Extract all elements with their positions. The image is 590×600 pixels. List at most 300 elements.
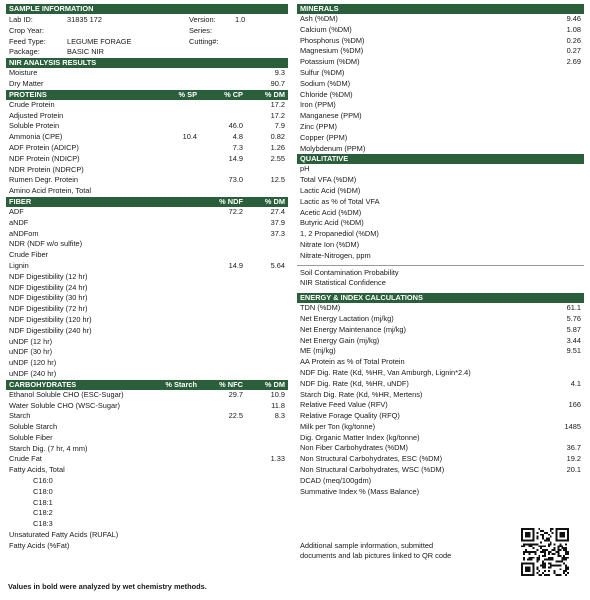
left-column xyxy=(6,4,288,552)
row-value-dm xyxy=(243,465,285,476)
row-value-value: 166 xyxy=(568,400,581,410)
row-value-ndf xyxy=(193,272,243,283)
row-label: ADF Protein (ADICP) xyxy=(9,142,79,152)
row-label: Acetic Acid (%DM) xyxy=(300,207,362,217)
row-label: Net Energy Gain (mj/kg) xyxy=(300,335,380,345)
row-value-dm: 37.3 xyxy=(270,228,285,238)
row-value-sp xyxy=(151,111,197,122)
table-row xyxy=(297,411,584,422)
row-value-value xyxy=(541,278,581,289)
table-row xyxy=(297,400,584,411)
row-value-ndf xyxy=(193,293,243,304)
table-row xyxy=(6,186,288,197)
row-label: 1, 2 Propanediol (%DM) xyxy=(300,229,379,239)
footer-note: Values in bold were analyzed by wet chemistry methods. xyxy=(8,582,207,591)
row-label: Ash (%DM) xyxy=(300,14,338,23)
row-value-dm xyxy=(243,347,285,358)
row-label: Nitrate-Nitrogen, ppm xyxy=(300,250,371,260)
row-value-value xyxy=(541,476,581,487)
row-value-starch xyxy=(149,401,197,412)
row-value-cp: 14.9 xyxy=(228,153,243,163)
row-value-ndf xyxy=(193,347,243,358)
row-value-dm xyxy=(243,272,285,283)
table-row xyxy=(6,401,288,412)
row-label: Net Energy Lactation (mj/kg) xyxy=(300,313,394,323)
row-value-value: 19.2 xyxy=(566,454,581,464)
row-value-value xyxy=(541,79,581,90)
row-value-value xyxy=(541,133,581,144)
row-value-value xyxy=(541,122,581,133)
qr-code-icon[interactable] xyxy=(521,528,569,576)
table-row xyxy=(6,444,288,455)
row-label: Manganese (PPM) xyxy=(300,111,362,121)
row-label: Sodium (%DM) xyxy=(300,78,351,88)
row-value-value: 1485 xyxy=(564,421,581,431)
row-value-value xyxy=(541,111,581,122)
table-row xyxy=(297,164,584,175)
table-row xyxy=(6,239,288,250)
row-value-sp xyxy=(151,100,197,111)
row-value-value: 0.26 xyxy=(566,35,581,45)
lab-id: 31835 172 xyxy=(67,15,102,24)
row-label: Summative Index % (Mass Balance) xyxy=(300,486,420,496)
row-value-dm: 27.4 xyxy=(270,206,285,216)
table-row xyxy=(297,268,584,279)
row-label: NDF Dig. Rate (Kd, %HR, Van Amburgh, Lignin*2.4) xyxy=(300,367,471,377)
row-value-nfc xyxy=(197,401,243,412)
row-value-value xyxy=(541,240,581,251)
table-row xyxy=(6,358,288,369)
row-label: uNDF (120 hr) xyxy=(9,358,57,368)
table-row xyxy=(297,422,584,433)
row-label: ME (mj/kg) xyxy=(300,346,336,356)
table-row xyxy=(6,68,288,79)
table-row xyxy=(297,25,584,36)
row-value-dm xyxy=(243,165,285,176)
row-value-nfc xyxy=(197,487,243,498)
row-label: NDF Digestibility (120 hr) xyxy=(9,314,92,324)
nir-results-header: NIR ANALYSIS RESULTS xyxy=(6,58,288,68)
row-label: Lactic Acid (%DM) xyxy=(300,185,361,195)
row-value-nfc xyxy=(197,454,243,465)
table-row xyxy=(297,175,584,186)
row-label: Relative Feed Value (RFV) xyxy=(300,400,388,410)
row-value-dm xyxy=(243,530,285,541)
qualitative-table xyxy=(297,164,584,261)
row-label: Nitrate Ion (%DM) xyxy=(300,239,360,249)
table-row xyxy=(297,314,584,325)
table-row xyxy=(6,337,288,348)
table-row xyxy=(297,57,584,68)
right-column xyxy=(297,4,584,497)
table-row xyxy=(297,229,584,240)
table-row xyxy=(297,197,584,208)
table-row xyxy=(6,111,288,122)
row-value-value xyxy=(541,487,581,498)
row-label: Non Structural Carbohydrates, WSC (%DM) xyxy=(300,465,445,475)
row-label: Ammonia (CPE) xyxy=(9,132,63,142)
row-value-value: 5.87 xyxy=(566,324,581,334)
table-row xyxy=(297,379,584,390)
table-row xyxy=(297,433,584,444)
row-value-ndf xyxy=(193,239,243,250)
row-value-ndf xyxy=(193,304,243,315)
row-value-value xyxy=(541,186,581,197)
table-row xyxy=(6,530,288,541)
table-row xyxy=(6,476,288,487)
row-value-value xyxy=(541,433,581,444)
table-row xyxy=(297,79,584,90)
table-row xyxy=(297,240,584,251)
row-value-ndf xyxy=(193,326,243,337)
row-label: Crude Protein xyxy=(9,99,55,109)
row-value-starch xyxy=(149,530,197,541)
row-value-dm xyxy=(243,239,285,250)
row-value-ndf xyxy=(193,218,243,229)
row-value-dm: 1.33 xyxy=(270,454,285,464)
row-value-value: 9.46 xyxy=(566,14,581,23)
row-value-starch xyxy=(149,487,197,498)
row-label: Crude Fiber xyxy=(9,250,49,260)
row-label: NDF Protein (NDICP) xyxy=(9,153,80,163)
row-label: Net Energy Maintenance (mj/kg) xyxy=(300,324,406,334)
table-row xyxy=(297,303,584,314)
row-value-value xyxy=(541,164,581,175)
feed-type: LEGUME FORAGE xyxy=(67,36,132,46)
row-value-dm xyxy=(243,250,285,261)
row-label: Non Structural Carbohydrates, ESC (%DM) xyxy=(300,454,443,464)
row-value-dm: 17.2 xyxy=(270,110,285,120)
energy-header: ENERGY & INDEX CALCULATIONS xyxy=(297,293,584,303)
table-row xyxy=(297,144,584,155)
row-label: DCAD (meq/100gdm) xyxy=(300,475,372,485)
row-value-value: 4.1 xyxy=(570,378,581,388)
table-row xyxy=(297,336,584,347)
row-value-dm xyxy=(243,508,285,519)
table-row xyxy=(6,121,288,132)
table-row xyxy=(297,390,584,401)
table-row xyxy=(297,251,584,262)
row-label: Non Fiber Carbohydrates (%DM) xyxy=(300,443,409,453)
row-label: Soluble Starch xyxy=(9,422,58,432)
row-value-starch xyxy=(149,508,197,519)
row-value-dm xyxy=(243,433,285,444)
row-value-value: 36.7 xyxy=(566,443,581,453)
row-value-value: 1.08 xyxy=(566,24,581,34)
row-value-value: 2.69 xyxy=(566,57,581,67)
row-value-value: 61.1 xyxy=(566,303,581,313)
table-row xyxy=(6,250,288,261)
row-value-starch xyxy=(149,422,197,433)
row-label: Total VFA (%DM) xyxy=(300,175,357,185)
row-label: NDF Digestibility (240 hr) xyxy=(9,325,92,335)
table-row xyxy=(6,498,288,509)
row-label: Amino Acid Protein, Total xyxy=(9,186,92,196)
table-row xyxy=(6,454,288,465)
table-row xyxy=(6,369,288,380)
table-row xyxy=(297,208,584,219)
table-row xyxy=(297,443,584,454)
qualitative-extra xyxy=(297,268,584,290)
table-row xyxy=(6,207,288,218)
row-value-value xyxy=(541,357,581,368)
row-label: Copper (PPM) xyxy=(300,132,348,142)
row-value-value xyxy=(541,208,581,219)
table-row xyxy=(297,14,584,25)
table-row xyxy=(297,487,584,498)
row-value-value: 90.7 xyxy=(270,78,285,88)
row-value-ndf xyxy=(193,250,243,261)
row-label: Starch xyxy=(9,411,31,421)
row-value-value xyxy=(541,411,581,422)
row-label: NDR Protein (NDRCP) xyxy=(9,164,84,174)
row-label: Adjusted Protein xyxy=(9,110,64,120)
row-value-dm xyxy=(243,293,285,304)
row-value-dm: 10.9 xyxy=(270,389,285,399)
table-row xyxy=(297,36,584,47)
row-label: Calcium (%DM) xyxy=(300,24,352,34)
row-label: TDN (%DM) xyxy=(300,303,341,313)
row-value-cp xyxy=(197,111,243,122)
row-value-value: 9.3 xyxy=(274,68,285,78)
table-row xyxy=(6,519,288,530)
row-value-dm xyxy=(243,326,285,337)
row-value-value xyxy=(541,144,581,155)
row-value-ndf: 14.9 xyxy=(228,260,243,270)
table-row xyxy=(297,368,584,379)
row-label: NDF Digestibility (12 hr) xyxy=(9,271,88,281)
table-row xyxy=(297,357,584,368)
row-label: NDR (NDF w/o sulfite) xyxy=(9,239,83,249)
row-value-dm xyxy=(243,541,285,552)
row-value-sp: 10.4 xyxy=(182,132,197,142)
row-label: uNDF (240 hr) xyxy=(9,368,57,378)
row-label: Unsaturated Fatty Acids (RUFAL) xyxy=(9,530,119,540)
row-value-dm xyxy=(243,358,285,369)
nir-results xyxy=(6,68,288,90)
row-label: Butyric Acid (%DM) xyxy=(300,218,364,228)
row-label: Soluble Protein xyxy=(9,121,60,131)
row-value-dm: 2.55 xyxy=(270,153,285,163)
table-row xyxy=(297,122,584,133)
row-value-sp xyxy=(151,175,197,186)
row-value-nfc xyxy=(197,508,243,519)
row-value-dm: 8.3 xyxy=(274,411,285,421)
table-row xyxy=(297,186,584,197)
row-value-ndf xyxy=(193,369,243,380)
row-value-cp xyxy=(197,165,243,176)
table-row xyxy=(297,278,584,289)
row-label: Soluble Fiber xyxy=(9,432,53,442)
row-label: NIR Statistical Confidence xyxy=(300,278,386,288)
table-row xyxy=(297,476,584,487)
row-value-dm xyxy=(243,444,285,455)
row-value-value xyxy=(541,390,581,401)
table-row xyxy=(6,283,288,294)
table-row xyxy=(6,433,288,444)
table-row xyxy=(6,347,288,358)
row-value-value: 5.76 xyxy=(566,313,581,323)
row-label: ADF xyxy=(9,206,24,216)
row-value-nfc xyxy=(197,433,243,444)
row-label: Sulfur (%DM) xyxy=(300,67,345,77)
table-row xyxy=(6,229,288,240)
row-label: NDF Digestibility (24 hr) xyxy=(9,282,88,292)
row-label: C16:0 xyxy=(33,476,53,486)
table-row xyxy=(6,261,288,272)
row-value-starch xyxy=(149,390,197,401)
row-value-dm xyxy=(243,186,285,197)
row-label: aNDF xyxy=(9,217,29,227)
row-label: NDF Dig. Rate (Kd, %HR, uNDF) xyxy=(300,378,409,388)
row-value-dm xyxy=(243,519,285,530)
row-label: C18:1 xyxy=(33,497,53,507)
table-row xyxy=(6,487,288,498)
row-label: Water Soluble CHO (WSC-Sugar) xyxy=(9,400,121,410)
table-row xyxy=(6,293,288,304)
row-label: Potassium (%DM) xyxy=(300,57,360,67)
row-label: Ethanol Soluble CHO (ESC-Sugar) xyxy=(9,389,124,399)
row-value-dm xyxy=(243,369,285,380)
table-row xyxy=(297,218,584,229)
row-value-value xyxy=(541,251,581,262)
divider xyxy=(297,265,584,266)
row-value-ndf xyxy=(193,358,243,369)
row-value-sp xyxy=(151,165,197,176)
row-label: C18:3 xyxy=(33,519,53,529)
row-label: AA Protein as % of Total Protein xyxy=(300,357,405,367)
table-row xyxy=(6,508,288,519)
table-row xyxy=(6,79,288,90)
row-label: aNDFom xyxy=(9,228,39,238)
row-value-dm xyxy=(243,337,285,348)
row-label: pH xyxy=(300,164,310,174)
version: 1.0 xyxy=(235,15,246,24)
row-value-nfc xyxy=(197,465,243,476)
row-value-nfc: 22.5 xyxy=(228,411,243,421)
row-label: Starch Dig. (7 hr, 4 mm) xyxy=(9,443,88,453)
proteins-header: PROTEINS % SP % CP % DM xyxy=(6,90,288,100)
row-value-dm: 17.2 xyxy=(270,99,285,109)
table-row xyxy=(6,326,288,337)
table-row xyxy=(6,541,288,552)
row-value-value xyxy=(541,68,581,79)
table-row xyxy=(6,132,288,143)
row-value-dm: 7.9 xyxy=(274,121,285,131)
row-value-value: 0.27 xyxy=(566,46,581,56)
row-value-cp: 4.8 xyxy=(232,132,243,142)
row-value-dm: 11.8 xyxy=(271,400,285,410)
row-value-starch xyxy=(149,476,197,487)
row-value-value xyxy=(541,368,581,379)
row-value-starch xyxy=(149,465,197,476)
table-row xyxy=(297,68,584,79)
table-row xyxy=(297,46,584,57)
row-label: uNDF (12 hr) xyxy=(9,336,53,346)
table-row xyxy=(297,325,584,336)
row-value-starch xyxy=(149,541,197,552)
row-value-value xyxy=(541,229,581,240)
row-label: NDF Digestibility (30 hr) xyxy=(9,293,88,303)
proteins-table xyxy=(6,100,288,197)
row-label: Soil Contamination Probability xyxy=(300,267,399,277)
row-value-value xyxy=(541,100,581,111)
table-row xyxy=(6,465,288,476)
row-value-value: 3.44 xyxy=(566,335,581,345)
fiber-header: FIBER % NDF % DM xyxy=(6,197,288,207)
sample-information: Lab ID: 31835 172 Version: 1.0 Crop Year: Series: Feed Type: LEGUME FORAGE Cutting#: Package: BASIC NIR xyxy=(9,15,246,57)
fiber-table xyxy=(6,207,288,380)
row-value-value xyxy=(541,268,581,279)
row-value-dm: 0.82 xyxy=(270,132,285,142)
row-label: Fatty Acids (%Fat) xyxy=(9,540,70,550)
table-row xyxy=(297,465,584,476)
row-label: Fatty Acids, Total xyxy=(9,465,65,475)
row-label: Iron (PPM) xyxy=(300,100,336,110)
row-value-dm: 5.64 xyxy=(270,260,285,270)
row-label: Moisture xyxy=(9,68,38,78)
row-value-dm: 1.26 xyxy=(270,142,285,152)
row-value-cp: 73.0 xyxy=(228,175,243,185)
row-value-ndf: 72.2 xyxy=(228,206,243,216)
row-value-dm xyxy=(243,476,285,487)
row-value-starch xyxy=(149,411,197,422)
table-row xyxy=(6,143,288,154)
row-value-sp xyxy=(151,186,197,197)
carbohydrates-header: CARBOHYDRATES % Starch % NFC % DM xyxy=(6,380,288,390)
row-label: Relative Forage Quality (RFQ) xyxy=(300,411,400,421)
row-label: Lactic as % of Total VFA xyxy=(300,196,380,206)
row-value-ndf xyxy=(193,315,243,326)
row-value-dm: 12.5 xyxy=(270,175,285,185)
carbohydrates-table xyxy=(6,390,288,552)
row-label: Dry Matter xyxy=(9,78,44,88)
row-value-dm xyxy=(243,315,285,326)
row-value-value: 9.51 xyxy=(566,346,581,356)
table-row xyxy=(297,100,584,111)
row-value-value xyxy=(541,90,581,101)
row-value-nfc xyxy=(197,422,243,433)
row-label: Molybdenum (PPM) xyxy=(300,143,366,153)
qr-note: Additional sample information, submitted documents and lab pictures linked to QR code xyxy=(300,541,452,560)
qualitative-header: QUALITATIVE xyxy=(297,154,584,164)
minerals-table xyxy=(297,14,584,154)
row-value-dm: 37.9 xyxy=(270,217,285,227)
table-row xyxy=(297,133,584,144)
table-row xyxy=(6,422,288,433)
row-label: Phosphorus (%DM) xyxy=(300,35,365,45)
table-row xyxy=(297,111,584,122)
row-value-nfc xyxy=(197,519,243,530)
row-label: uNDF (30 hr) xyxy=(9,347,53,357)
table-row xyxy=(6,218,288,229)
row-label: C18:2 xyxy=(33,508,53,518)
row-value-nfc xyxy=(197,444,243,455)
table-row xyxy=(6,100,288,111)
row-label: Milk per Ton (kg/tonne) xyxy=(300,421,376,431)
table-row xyxy=(297,454,584,465)
row-value-dm xyxy=(243,422,285,433)
row-value-nfc xyxy=(197,476,243,487)
energy-table xyxy=(297,303,584,497)
row-value-nfc xyxy=(197,498,243,509)
row-value-dm xyxy=(243,283,285,294)
sample-information-header: SAMPLE INFORMATION xyxy=(6,4,288,14)
row-label: NDF Digestibility (72 hr) xyxy=(9,304,88,314)
table-row xyxy=(6,154,288,165)
row-value-value xyxy=(541,197,581,208)
row-label: Crude Fat xyxy=(9,454,42,464)
